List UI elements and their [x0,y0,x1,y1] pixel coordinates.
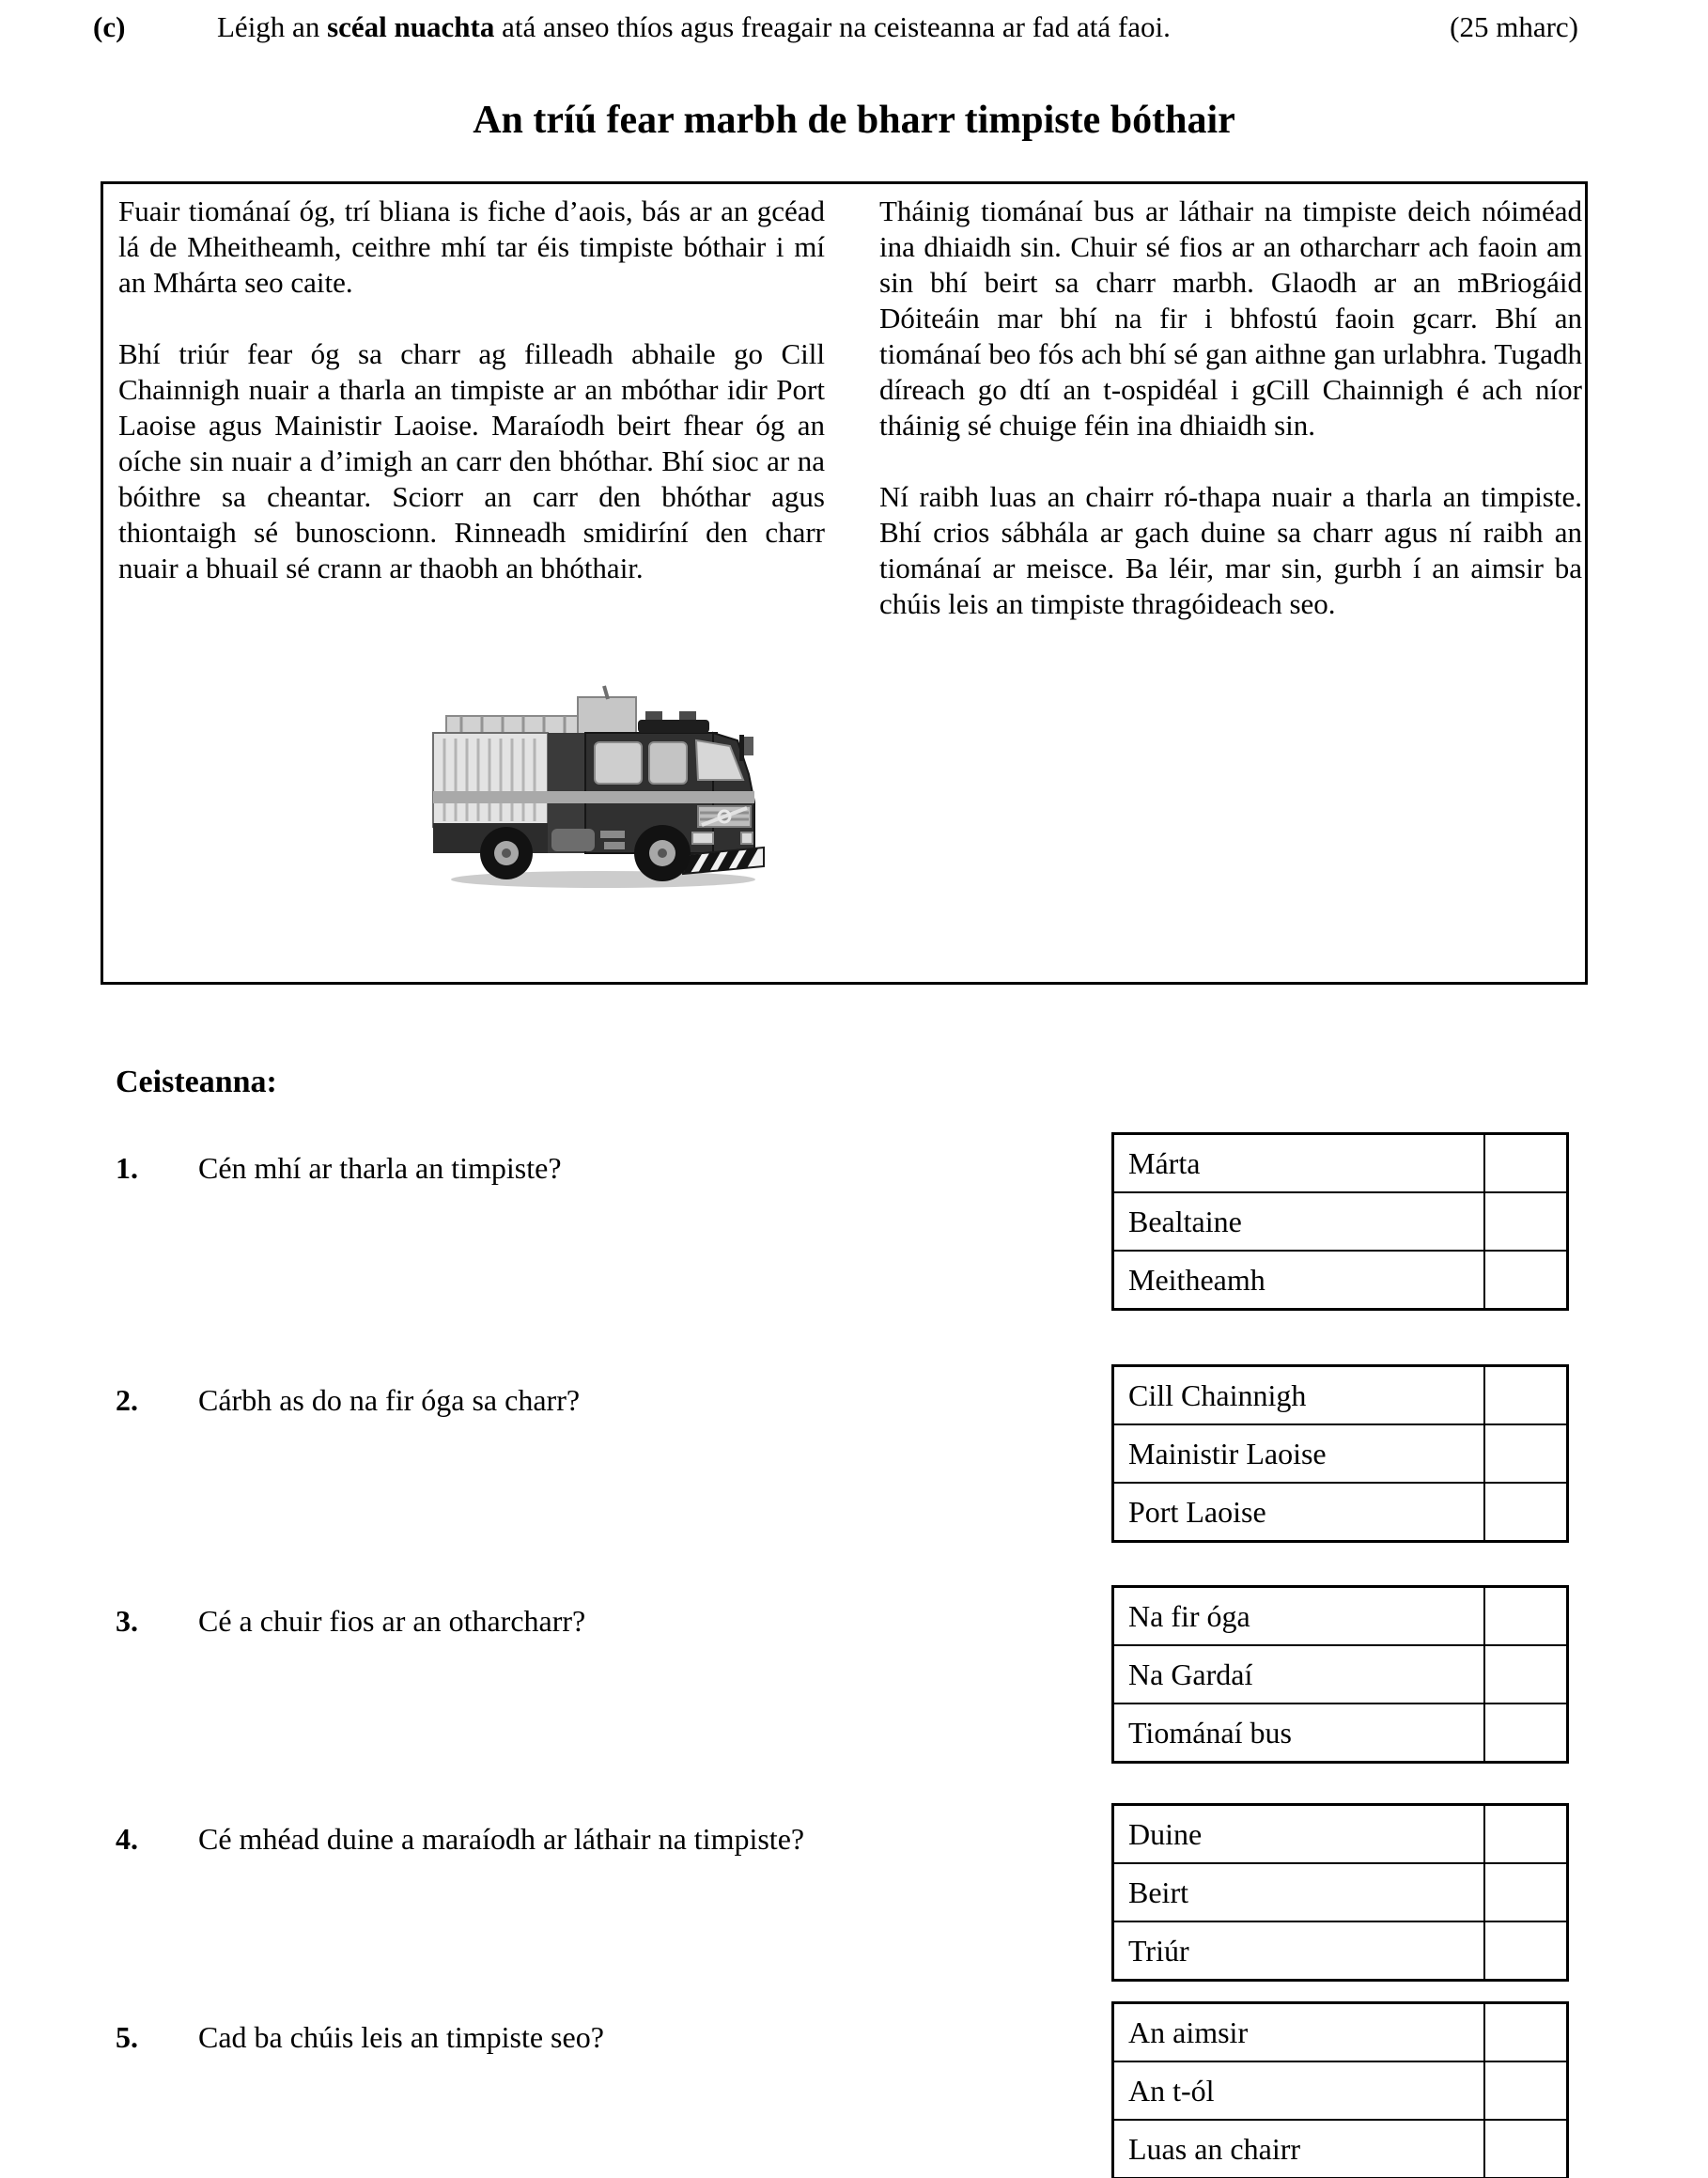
answer-option-label: Mainistir Laoise [1128,1436,1327,1470]
answer-row [1114,1644,1566,1703]
question-2-number: 2. [116,1383,138,1417]
question-3-text: Cé a chuir fios ar an otharcharr? [198,1604,586,1638]
article-column-right [879,194,1582,622]
article-paragraph-4: Ní raibh luas an chairr ró-thapa nuair a tharla an timpiste. Bhí crios sábhála ar gach duine sa charr agus ní raibh an tiománaí ar meisce. Ba léir, mar sin, gurbh í an aimsir ba chúis leis an timpiste thragóideach seo. [879,480,1582,620]
article-paragraph-1: Fuair tiománaí óg, trí bliana is fiche d’aois, bás ar an gcéad lá de Mheitheamh, ceithre mhí tar éis timpiste bóthair i mí an Mhárta seo caite. [118,194,825,299]
article-paragraph-3: Tháinig tiománaí bus ar láthair na timpiste deich nóiméad ina dhiaidh sin. Chuir sé fios ar an otharcharr ach faoin am sin bhí beirt sa charr marbh. Glaodh ar an mBriogáid Dóiteáin mar bhí na fir i bhfostú faoin gcarr. Bhí an tiománaí beo fós ach bhí sé gan aithne gan urlabhra. Tugadh díreach go dtí an t-ospidéal i gCill Chainnigh é ach níor tháinig sé chuige féin ina dhiaidh sin. [879,194,1582,442]
answer-checkbox[interactable] [1483,2004,1566,2061]
answer-option-label: Triúr [1128,1933,1189,1968]
marks-label: (25 mharc) [1450,10,1578,43]
question-1-text: Cén mhí ar tharla an timpiste? [198,1151,562,1185]
article-paragraph-2: Bhí triúr fear óg sa charr ag filleadh abhaile go Cill Chainnigh nuair a tharla an timpiste ar an mbóthar idir Port Laoise agus Mainistir Laoise. Maraíodh beirt fhear óg an oíche sin nuair a d’imigh an carr den bhóthar. Bhí sioc ar na bóithre sa cheantar. Sciorr an carr den bhóthar agus thiontaigh sé bunoscionn. Rinneadh smidiríní den charr nuair a bhuail sé crann ar thaobh an bhóthair. [118,337,825,584]
answer-checkbox[interactable] [1483,1864,1566,1921]
answer-row [1114,2004,1566,2061]
answer-row [1114,1862,1566,1921]
question-5-text: Cad ba chúis leis an timpiste seo? [198,2020,604,2054]
answer-option-label: Duine [1128,1816,1203,1851]
answer-table-1 [1111,1132,1569,1311]
answer-row [1114,1423,1566,1482]
answer-row [1114,2061,1566,2119]
news-article-box [101,181,1588,985]
answer-option-label: Bealtaine [1128,1204,1242,1238]
question-4 [116,1820,1055,1858]
question-5 [116,2018,1055,2056]
answer-row [1114,1250,1566,1308]
answer-option-label: Meitheamh [1128,1262,1265,1297]
exercise-header [93,9,1578,45]
answer-row [1114,1588,1566,1644]
answer-checkbox[interactable] [1483,1588,1566,1644]
answer-table-3 [1111,1585,1569,1764]
instruction-suffix: atá anseo thíos agus freagair na ceisteanna ar fad atá faoi. [494,10,1171,43]
answer-row [1114,1482,1566,1540]
question-3 [116,1602,1055,1640]
answer-checkbox[interactable] [1483,2062,1566,2119]
answer-row [1114,1806,1566,1862]
instruction-bold: scéal nuachta [327,10,495,43]
answer-option-label: An t-ól [1128,2073,1215,2108]
answer-option-label: Beirt [1128,1875,1188,1909]
answer-option-label: Luas an chairr [1128,2131,1301,2166]
instruction-text [217,9,1418,45]
part-label: (c) [93,10,126,43]
fire-truck-image [420,680,777,895]
question-4-number: 4. [116,1822,138,1856]
answer-checkbox[interactable] [1483,1922,1566,1979]
questions-heading: Ceisteanna: [116,1065,277,1099]
answer-checkbox[interactable] [1483,1806,1566,1862]
article-column-left [118,194,825,586]
answer-option-label: Na Gardaí [1128,1657,1253,1691]
answer-row [1114,1921,1566,1979]
instruction-prefix: Léigh an [217,10,328,43]
answer-checkbox[interactable] [1483,1484,1566,1540]
answer-checkbox[interactable] [1483,1367,1566,1423]
answer-checkbox[interactable] [1483,1193,1566,1250]
answer-table-5 [1111,2001,1569,2178]
answer-option-label: Port Laoise [1128,1494,1266,1529]
question-5-number: 5. [116,2020,138,2054]
answer-checkbox[interactable] [1483,2121,1566,2177]
answer-checkbox[interactable] [1483,1425,1566,1482]
answer-option-label: Cill Chainnigh [1128,1377,1307,1412]
answer-row [1114,1703,1566,1761]
question-1 [116,1149,1055,1187]
answer-option-label: Márta [1128,1145,1201,1180]
answer-checkbox[interactable] [1483,1135,1566,1191]
answer-row [1114,1191,1566,1250]
answer-option-label: An aimsir [1128,2015,1249,2049]
answer-row [1114,2119,1566,2177]
question-2 [116,1381,1055,1419]
answer-checkbox[interactable] [1483,1646,1566,1703]
answer-row [1114,1135,1566,1191]
answer-row [1114,1367,1566,1423]
answer-checkbox[interactable] [1483,1252,1566,1308]
answer-option-label: Na fir óga [1128,1598,1250,1633]
question-2-text: Cárbh as do na fir óga sa charr? [198,1383,581,1417]
answer-checkbox[interactable] [1483,1704,1566,1761]
answer-table-4 [1111,1803,1569,1982]
question-4-text: Cé mhéad duine a maraíodh ar láthair na timpiste? [198,1822,805,1856]
answer-option-label: Tiománaí bus [1128,1715,1292,1750]
answer-table-2 [1111,1364,1569,1543]
question-1-number: 1. [116,1151,138,1185]
question-3-number: 3. [116,1604,138,1638]
page-title: An tríú fear marbh de bharr timpiste bóthair [473,99,1235,142]
